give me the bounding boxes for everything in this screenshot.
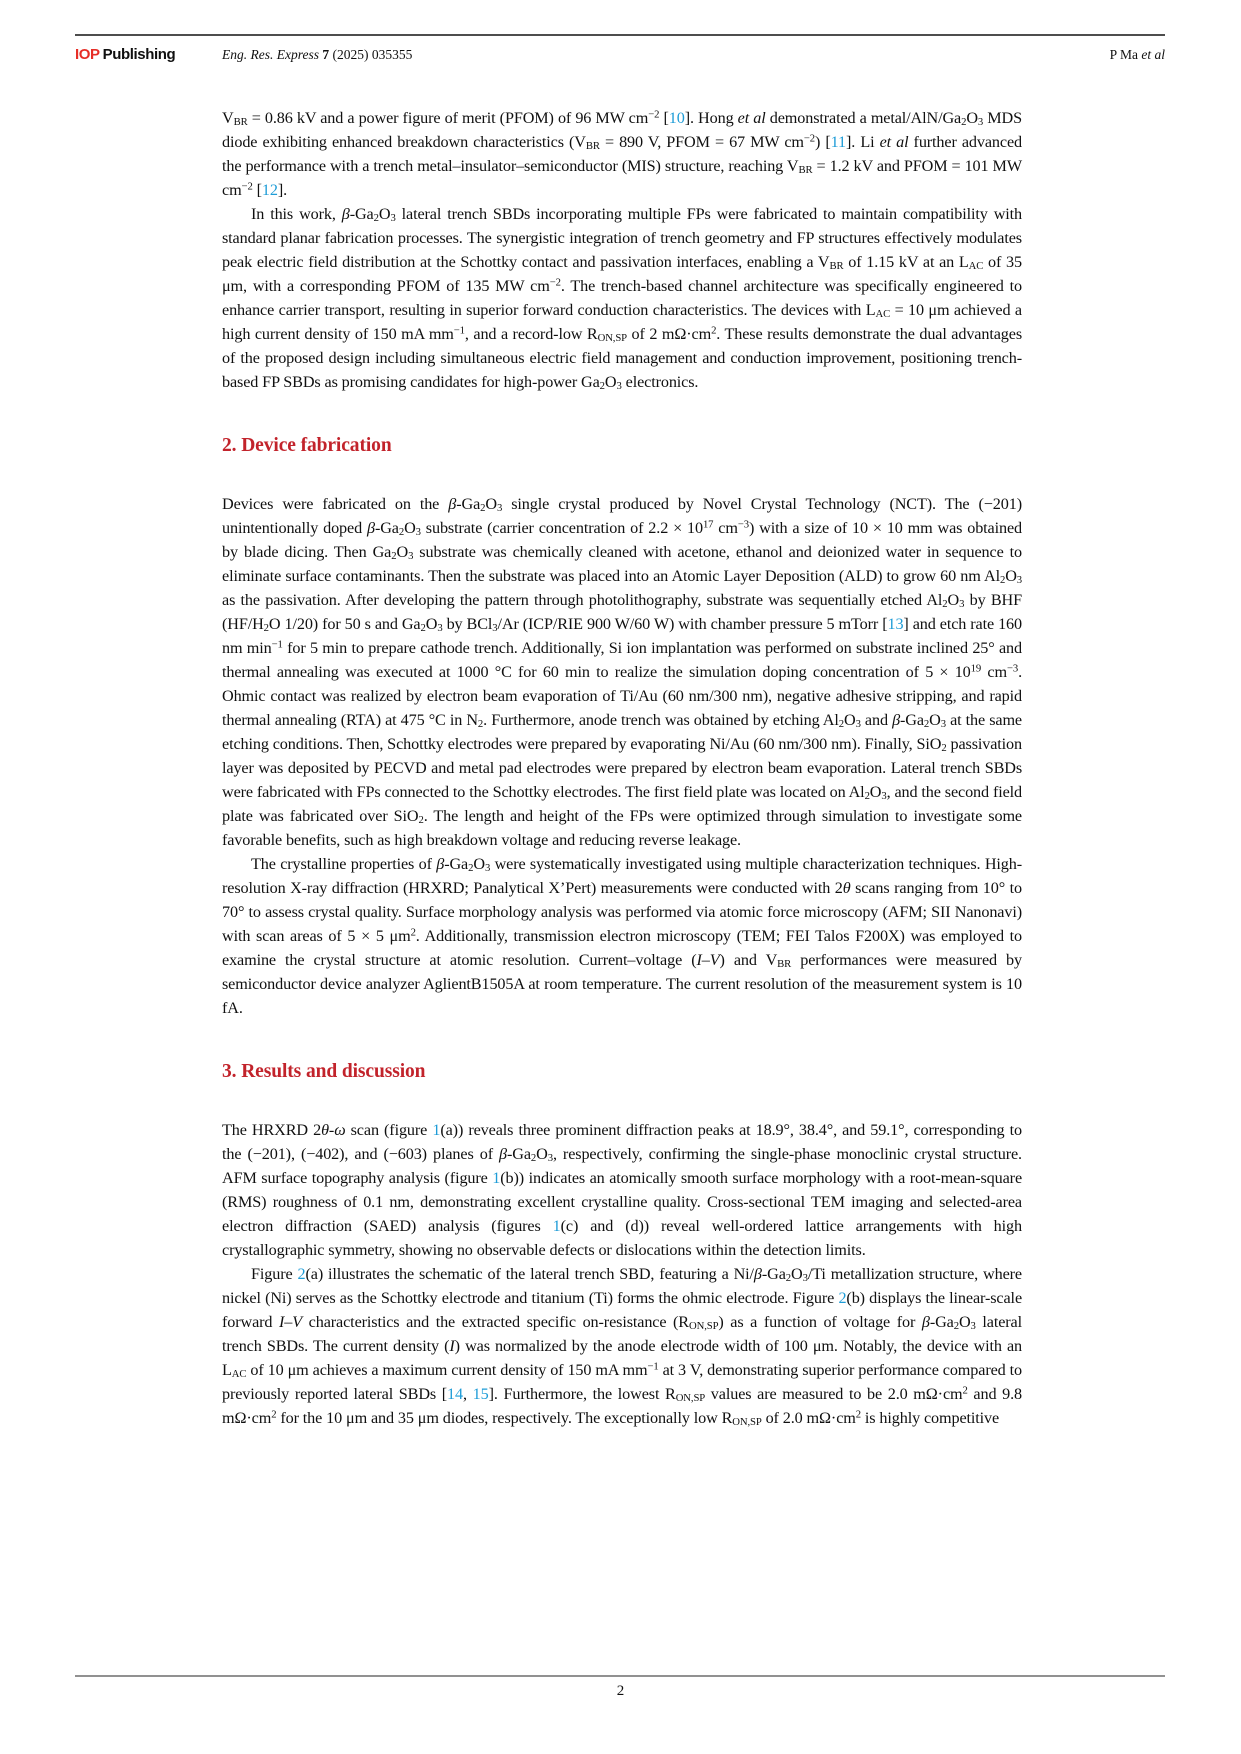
iop-logo-publishing: Publishing [102, 46, 176, 63]
page-header [75, 46, 1165, 63]
journal-volume: 7 [322, 47, 330, 62]
paragraph: The crystalline properties of $\beta-Ga_2O_3$ were systematically investigated using multiple characterization techniques. High-resolution X-ray diffraction (HRXRD; Panalytical X’Pert) measurements were conducted with 2θ scans ranging from 10° to 70° to assess crystal quality. Surface morphology analysis was performed via atomic force microscopy (AFM; SII Nanonavi) with scan areas of 5 × 5 $\mu m^2$. Additionally, transmission electron microscopy (TEM; FEI Talos F200X) was employed to examine the crystal structure at atomic resolution. Current–voltage (I–V) and $V_{BR}$ performances were measured by semiconductor device analyzer AglientB1505A at room temperature. The current resolution of the measurement system is 10 fA. [222, 855, 1023, 1017]
citation-link[interactable]: 10 [668, 109, 685, 127]
citation-link[interactable]: 12 [261, 181, 278, 199]
paragraph: In this work, $\beta-Ga_2O_3$ lateral trench SBDs incorporating multiple FPs were fabricated to maintain compatibility with standard planar fabrication processes. The synergistic integration of trench geometry and FP structures effectively modulates peak electric field distribution at the Schottky contact and passivation interfaces, enabling a $V_{BR}$ of 1.15 kV at an $L_{AC}$ of 35 μm, with a corresponding PFOM of 135 MW $cm^{-2}$. The trench-based channel architecture was specifically engineered to enhance carrier transport, resulting in superior forward conduction characteristics. The devices with $L_{AC} = 10$ μm achieved a high current density of 150 mA $mm^{-1}$, and a record-low $R_{ON,SP}$ of 2 $m\Omega\cdot cm^2$. These results demonstrate the dual advantages of the proposed design including simultaneous electric field management and conduction improvement, positioning trench-based FP SBDs as promising candidates for high-power $Ga_2O_3$ electronics. [222, 205, 1023, 393]
author-etal: et al [1141, 47, 1165, 62]
page-number: 2 [616, 1683, 625, 1699]
citation-link[interactable]: 1 [492, 1169, 501, 1187]
paragraph: Figure 2(a) illustrates the schematic of the lateral trench SBD, featuring a $Ni/\beta-Ga_2O_3/Ti$ metallization structure, where nickel (Ni) serves as the Schottky electrode and titanium (Ti) forms the ohmic electrode. Figure 2(b) displays the linear-scale forward I–V characteristics and the extracted specific on-resistance $(R_{ON,SP})$ as a function of voltage for $\beta-Ga_2O_3$ lateral trench SBDs. The current density (I) was normalized by the anode electrode width of 100 μm. Notably, the device with an $L_{AC}$ of 10 μm achieves a maximum current density of 150 mA $mm^{-1}$ at 3 V, demonstrating superior performance compared to previously reported lateral SBDs [14, 15]. Furthermore, the lowest $R_{ON,SP}$ values are measured to be 2.0 $m\Omega\cdot cm^2$ and 9.8 $m\Omega\cdot cm^2$ for the 10 μm and 35 μm diodes, respectively. The exceptionally low $R_{ON,SP}$ of 2.0 $m\Omega\cdot cm^2$ is highly competitive [222, 1265, 1023, 1429]
citation-link[interactable]: 2 [838, 1289, 847, 1307]
journal-name: Eng. Res. Express [222, 47, 319, 62]
citation-link[interactable]: 15 [472, 1385, 489, 1403]
citation-link[interactable]: 1 [552, 1217, 561, 1235]
iop-logo-mark: IOP [75, 46, 100, 63]
section-heading: 2. Device fabrication [222, 435, 392, 456]
iop-publishing-logo [75, 46, 222, 63]
citation-link[interactable]: 2 [297, 1265, 306, 1283]
paragraph: $V_{BR} = 0.86$ kV and a power figure of merit (PFOM) of 96 MW $cm^{-2}$ [10]. Hong et al demonstrated a metal/$AlN/Ga_2O_3$ MDS diode exhibiting enhanced breakdown characteristics ($V_{BR} = 890$ V, PFOM = 67 MW $cm^{-2}$) [11]. Li et al further advanced the performance with a trench metal–insulator–semiconductor (MIS) structure, reaching $V_{BR} = 1.2$ kV and PFOM = 101 MW $cm^{-2}$ [12]. [222, 108, 1022, 199]
journal-issue-info: (2025) 035355 [332, 47, 413, 62]
citation-link[interactable]: 14 [447, 1385, 463, 1403]
header-rule [75, 34, 1165, 36]
journal-reference [222, 47, 1110, 63]
paragraph: Devices were fabricated on the $\beta-Ga_2O_3$ single crystal produced by Novel Crystal Technology (NCT). The (−201) unintentionally doped $\beta-Ga_2O_3$ substrate (carrier concentration of $2.2 \times 10^{17}$ $cm^{-3}$) with a size of 10 × 10 mm was obtained by blade dicing. Then $Ga_2O_3$ substrate was chemically cleaned with acetone, ethanol and deionized water in sequence to eliminate surface contaminants. Then the substrate was placed into an Atomic Layer Deposition (ALD) to grow 60 nm $Al_2O_3$ as the passivation. After developing the pattern through photolithography, substrate was sequentially etched $Al_2O_3$ by BHF ($HF/H_2O$ 1/20) for 50 s and $Ga_2O_3$ by BCl$_3$/Ar (ICP/RIE 900 W/60 W) with chamber pressure 5 mTorr [13] and etch rate 160 nm $\min^{-1}$ for 5 min to prepare cathode trench. Additionally, Si ion implantation was performed on substrate inclined 25° and thermal annealing was executed at 1000 °C for 60 min to realize the simulation doping concentration of $5 \times 10^{19}$ $cm^{-3}$. Ohmic contact was realized by electron beam evaporation of Ti/Au (60 nm/300 nm), negative adhesive stripping, and rapid thermal annealing (RTA) at 475 °C in $N_2$. Furthermore, anode trench was obtained by etching $Al_2O_3$ and $\beta-Ga_2O_3$ at the same etching conditions. Then, Schottky electrodes were prepared by evaporating Ni/Au (60 nm/300 nm). Finally, SiO$_2$ passivation layer was deposited by PECVD and metal pad electrodes were prepared by electron beam evaporation. Lateral trench SBDs were fabricated with FPs connected to the Schottky electrodes. The first field plate was located on $Al_2O_3$, and the second field plate was fabricated over SiO$_2$. The length and height of the FPs were optimized through simulation to investigate some favorable benefits, such as high breakdown voltage and reducing reverse leakage. [222, 495, 1023, 849]
section-heading: 3. Results and discussion [222, 1061, 426, 1082]
author-name: P Ma [1109, 47, 1138, 62]
article-body [222, 106, 1022, 1430]
citation-link[interactable]: 1 [432, 1121, 441, 1139]
footer-rule [75, 1675, 1165, 1677]
running-authors [1110, 47, 1165, 63]
citation-link[interactable]: 13 [887, 615, 904, 633]
citation-link[interactable]: 11 [830, 133, 847, 151]
paragraph: The HRXRD 2θ-ω scan (figure 1(a)) reveals three prominent diffraction peaks at 18.9°, 38.4°, and 59.1°, corresponding to the (−201), (−402), and (−603) planes of $\beta-Ga_2O_3$, respectively, confirming the single-phase monoclinic crystal structure. AFM surface topography analysis (figure 1(b)) indicates an atomically smooth surface morphology with a root-mean-square (RMS) roughness of 0.1 nm, demonstrating excellent crystalline quality. Cross-sectional TEM imaging and selected-area electron diffraction (SAED) analysis (figures 1(c) and (d)) reveal well-ordered lattice arrangements with high crystallographic symmetry, showing no observable defects or dislocations within the detection limits. [222, 1121, 1023, 1259]
